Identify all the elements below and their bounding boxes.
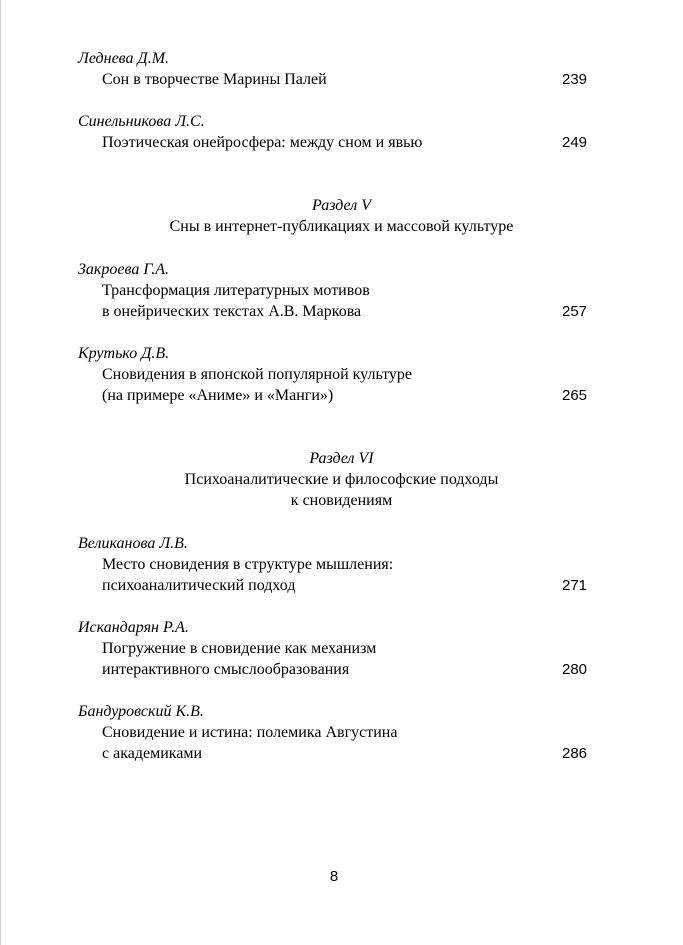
entry-title-line: интерактивного смыслообразования xyxy=(102,661,350,678)
entry-page-number: 280 xyxy=(562,661,588,678)
entry-title-line: Поэтическая онейросфера: между сном и явью xyxy=(102,134,423,151)
footer-page-number: 8 xyxy=(329,868,339,885)
entry-title-line: Сновидение и истина: полемика Августина xyxy=(102,724,398,741)
entry-title-line: в онейрических текстах А.В. Маркова xyxy=(102,303,362,320)
section-subtitle: Психоаналитические и философские подходы xyxy=(184,471,499,488)
entry-author: Великанова Л.В. xyxy=(78,535,188,552)
entry-page-number: 286 xyxy=(562,745,588,762)
section-title: Раздел V xyxy=(312,197,371,214)
section-subtitle: к сновидениям xyxy=(290,492,393,509)
entry-title-line: с академиками xyxy=(102,745,203,762)
entry-title-line: Трансформация литературных мотивов xyxy=(102,282,370,299)
entry-title-line: психоаналитический подход xyxy=(102,577,296,594)
entry-title-line: Сновидения в японской популярной культуре xyxy=(102,366,413,383)
entry-author: Искандарян Р.А. xyxy=(78,619,189,636)
entry-page-number: 257 xyxy=(562,303,588,320)
entry-page-number: 239 xyxy=(562,71,588,88)
entry-title-line: Погружение в сновидение как механизм xyxy=(102,640,377,657)
entry-title-line: (на примере «Аниме» и «Манги») xyxy=(102,387,334,404)
section-title: Раздел VI xyxy=(309,450,374,467)
entry-author: Крутько Д.В. xyxy=(78,345,170,362)
entry-page-number: 249 xyxy=(562,134,588,151)
entry-author: Синельникова Л.С. xyxy=(78,113,205,130)
entry-author: Бандуровский К.В. xyxy=(78,703,204,720)
entry-author: Закроева Г.А. xyxy=(78,261,170,278)
entry-title-line: Сон в творчестве Марины Палей xyxy=(102,71,327,88)
entry-page-number: 265 xyxy=(562,387,588,404)
entry-title-line: Место сновидения в структуре мышления: xyxy=(102,556,394,573)
entry-author: Леднева Д.М. xyxy=(78,50,170,67)
section-subtitle: Сны в интернет-публикациях и массовой культуре xyxy=(169,218,514,235)
entry-page-number: 271 xyxy=(562,577,588,594)
